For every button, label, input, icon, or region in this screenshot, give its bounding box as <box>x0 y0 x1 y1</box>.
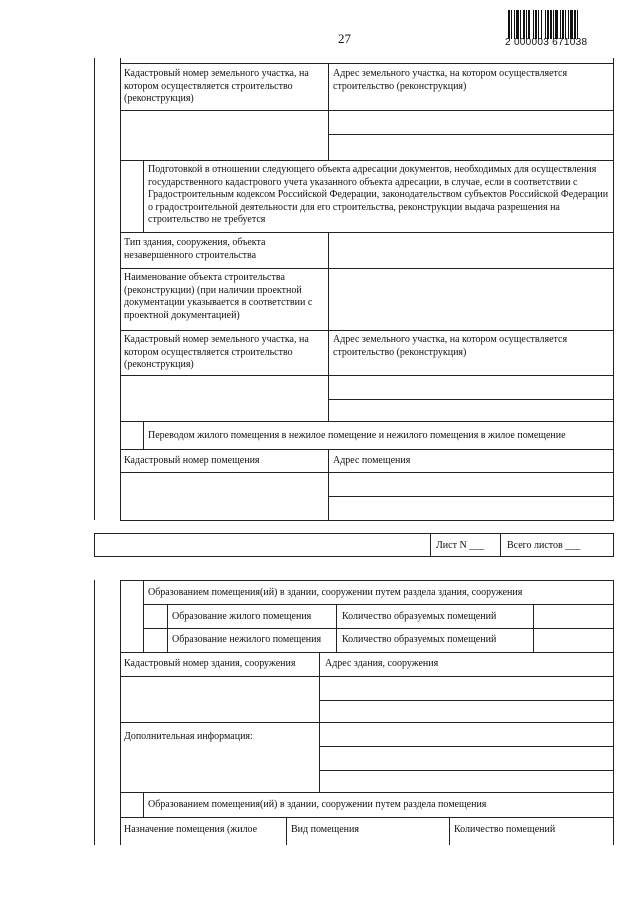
sec2-building-type-field[interactable] <box>329 233 613 267</box>
sec1-cadastral-land-label: Кадастровый номер земельного участка, на котором осуществляется строительство (реконструкция) <box>124 68 309 104</box>
sec4-split-building-text: Образованием помещения(ий) в здании, сооружении путем раздела здания, сооружения <box>148 587 523 598</box>
barcode-image <box>508 10 607 39</box>
sec2-object-name-label: Наименование объекта строительства (реконструкции) (при наличии проектной документации указывается в соответствии с проектной документацией) <box>124 272 313 321</box>
sec4-building-cadastral-label: Кадастровый номер здания, сооружения <box>124 658 296 669</box>
sec4-residential-label: Образование жилого помещения <box>172 611 312 622</box>
sec4-building-address-field-1[interactable] <box>320 677 613 699</box>
sec4-residential-count-label: Количество образуемых помещений <box>342 611 497 622</box>
sec4-nonresidential-checkbox[interactable] <box>144 629 166 651</box>
sec2-cadastral-land-field[interactable] <box>121 376 327 420</box>
sec1-land-address-field-1[interactable] <box>329 111 613 133</box>
sec4-split-building-checkbox[interactable] <box>121 581 142 603</box>
sec3-room-address-field-2[interactable] <box>329 497 613 519</box>
sec4-residential-checkbox[interactable] <box>144 605 166 627</box>
sec4-room-kind-label: Вид помещения <box>291 824 359 835</box>
sec4-additional-info-label: Дополнительная информация: <box>124 731 253 742</box>
sec3-room-address-label: Адрес помещения <box>333 455 411 466</box>
sec2-land-address-field-1[interactable] <box>329 376 613 398</box>
sec2-building-type-label: Тип здания, сооружения, объекта незавершенного строительства <box>124 237 266 261</box>
sec1-land-address-label: Адрес земельного участка, на котором осуществляется строительство (реконструкция) <box>333 68 568 92</box>
sec3-room-address-field-1[interactable] <box>329 473 613 495</box>
sec2-checkbox[interactable] <box>121 161 142 231</box>
sec4-split-room-text: Образованием помещения(ий) в здании, сооружении путем раздела помещения <box>148 799 487 810</box>
sec4-building-address-field-2[interactable] <box>320 701 613 721</box>
sec4-building-address-label: Адрес здания, сооружения <box>325 658 439 669</box>
sec4-additional-info-field-1[interactable] <box>320 723 613 745</box>
sec4-nonresidential-count-field[interactable] <box>534 629 613 651</box>
sec2-preparation-text: Подготовкой в отношении следующего объекта адресации документов, необходимых для осуществления государственного кадастрового учета указанного объекта адресации, в случае, если в соответствии с Градостроительным кодексом Российской Федерации, законодательством субъектов Российской Федерации о градостроительной деятельности для его строительства, реконструкции выдача разрешения на строительство не требуется <box>148 164 609 225</box>
sec1-cadastral-land-field[interactable] <box>121 111 327 159</box>
total-sheets-label: Всего листов ___ <box>507 540 581 551</box>
sec2-object-name-field[interactable] <box>329 269 613 329</box>
sec3-transfer-text: Переводом жилого помещения в нежилое помещение и нежилого помещения в жилое помещение <box>148 430 566 441</box>
sec2-cadastral-land-label: Кадастровый номер земельного участка, на котором осуществляется строительство (реконструкция) <box>124 334 309 370</box>
sec1-land-address-field-2[interactable] <box>329 135 613 159</box>
sec2-land-address-field-2[interactable] <box>329 400 613 420</box>
sec4-room-purpose-label: Назначение помещения (жилое <box>124 824 258 835</box>
page-number: 27 <box>338 31 351 46</box>
sec3-room-cadastral-label: Кадастровый номер помещения <box>124 455 260 466</box>
sec4-building-cadastral-field[interactable] <box>121 677 318 721</box>
sec4-additional-info-field-3[interactable] <box>320 771 613 791</box>
sec3-checkbox[interactable] <box>121 422 142 448</box>
sec4-nonresidential-label: Образование нежилого помещения <box>172 634 322 645</box>
sheet-number-label: Лист N ___ <box>436 540 485 551</box>
barcode-number: 2 000003 671038 <box>505 37 588 48</box>
sec2-land-address-label: Адрес земельного участка, на котором осуществляется строительство (реконструкция) <box>333 334 568 358</box>
sec4-split-room-checkbox[interactable] <box>121 793 142 816</box>
sec4-residential-count-field[interactable] <box>534 605 613 627</box>
sec4-additional-info-field-2[interactable] <box>320 747 613 769</box>
sec4-room-count-label: Количество помещений <box>454 824 556 835</box>
sec4-nonresidential-count-label: Количество образуемых помещений <box>342 634 497 645</box>
sec3-room-cadastral-field[interactable] <box>121 473 327 519</box>
